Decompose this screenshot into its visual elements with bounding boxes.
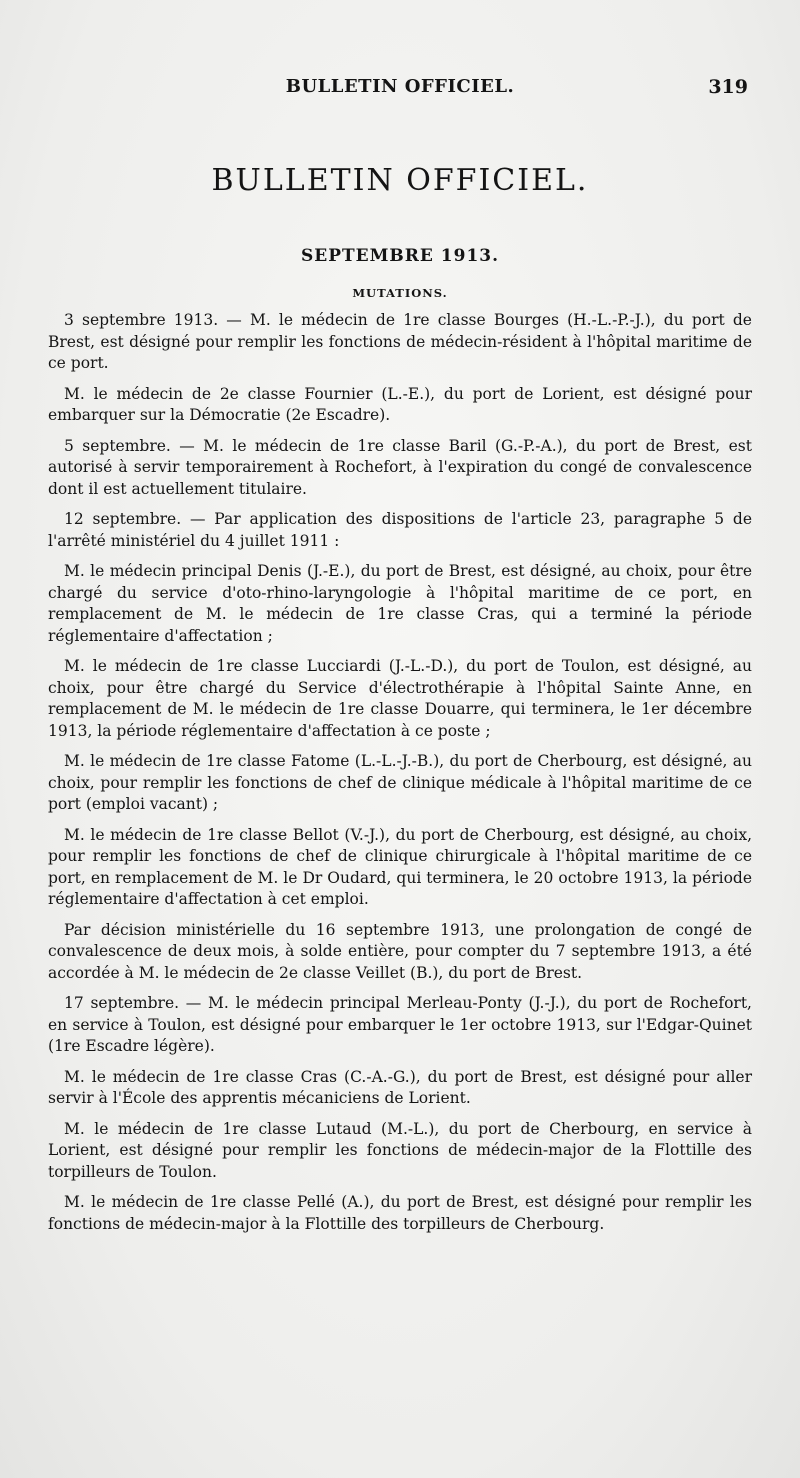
month-heading: SEPTEMBRE 1913. xyxy=(300,246,500,266)
entry-paragraph: M. le médecin principal Denis (J.-E.), du port de Brest, est désigné, au choix, pour être chargé du service d'oto-rhino-laryngologie à l'hôpital maritime de ce port, en remplacement de M. le médecin de 1re classe Cras, qui a terminé la période réglementaire d'affectation ; xyxy=(48,562,752,645)
entry-paragraph: 12 septembre. — Par application des dispositions de l'article 23, paragraphe 5 de l'arrêté ministériel du 4 juillet 1911 : xyxy=(48,510,752,550)
entry-paragraph: M. le médecin de 2e classe Fournier (L.-E.), du port de Lorient, est désigné pour embarquer sur la Démocratie (2e Escadre). xyxy=(48,384,752,424)
page-number: 319 xyxy=(708,76,748,98)
entry-paragraph: 17 septembre. — M. le médecin principal Merleau-Ponty (J.-J.), du port de Rochefort, en service à Toulon, est désigné pour embarquer le 1er octobre 1913, sur l'Edgar-Quinet (1re Escadre légère). xyxy=(48,994,752,1055)
running-head-title: BULLETIN OFFICIEL. xyxy=(285,76,515,97)
entry-paragraph: 3 septembre 1913. — M. le médecin de 1re classe Bourges (H.-L.-P.-J.), du port de Brest, est désigné pour remplir les fonctions de médecin-résident à l'hôpital maritime de ce port. xyxy=(48,311,752,372)
entry-paragraph: M. le médecin de 1re classe Pellé (A.), du port de Brest, est désigné pour remplir les fonctions de médecin-major à la Flottille des torpilleurs de Cherbourg. xyxy=(48,1193,752,1233)
entries xyxy=(48,310,752,1235)
entry-paragraph: M. le médecin de 1re classe Cras (C.-A.-G.), du port de Brest, est désigné pour aller servir à l'École des apprentis mécaniciens de Lorient. xyxy=(48,1067,752,1107)
entry-paragraph: M. le médecin de 1re classe Fatome (L.-L.-J.-B.), du port de Cherbourg, est désigné, au choix, pour remplir les fonctions de chef de clinique médicale à l'hôpital maritime de ce port (emploi vacant) ; xyxy=(48,752,752,813)
page-title: BULLETIN OFFICIEL. xyxy=(211,163,589,198)
entry-paragraph: M. le médecin de 1re classe Lutaud (M.-L.), du port de Cherbourg, en service à Lorient, est désigné pour remplir les fonctions de médecin-major de la Flottille des torpilleurs de Toulon. xyxy=(48,1119,752,1181)
running-head xyxy=(48,72,752,108)
entry-paragraph: 5 septembre. — M. le médecin de 1re classe Baril (G.-P.-A.), du port de Brest, est autorisé à servir temporairement à Rochefort, à l'expiration du congé de convalescence dont il est actuellement titulaire. xyxy=(48,436,752,498)
entry-paragraph: M. le médecin de 1re classe Bellot (V.-J.), du port de Cherbourg, est désigné, au choix, pour remplir les fonctions de chef de clinique chirurgicale à l'hôpital maritime de ce port, en remplacement de M. le Dr Oudard, qui terminera, le 20 octobre 1913, la période réglementaire d'affectation à cet emploi. xyxy=(48,825,752,908)
entry-paragraph: Par décision ministérielle du 16 septembre 1913, une prolongation de congé de convalescence de deux mois, à solde entière, pour compter du 7 septembre 1913, a été accordée à M. le médecin de 2e classe Veillet (B.), du port de Brest. xyxy=(48,920,752,982)
section-heading: MUTATIONS. xyxy=(352,286,448,300)
entry-paragraph: M. le médecin de 1re classe Lucciardi (J.-L.-D.), du port de Toulon, est désigné, au choix, pour être chargé du Service d'électrothérapie à l'hôpital Sainte Anne, en remplacement de M. le médecin de 1re classe Douarre, qui terminera, le 1er décembre 1913, la période réglementaire d'affectation à ce poste ; xyxy=(48,657,752,740)
